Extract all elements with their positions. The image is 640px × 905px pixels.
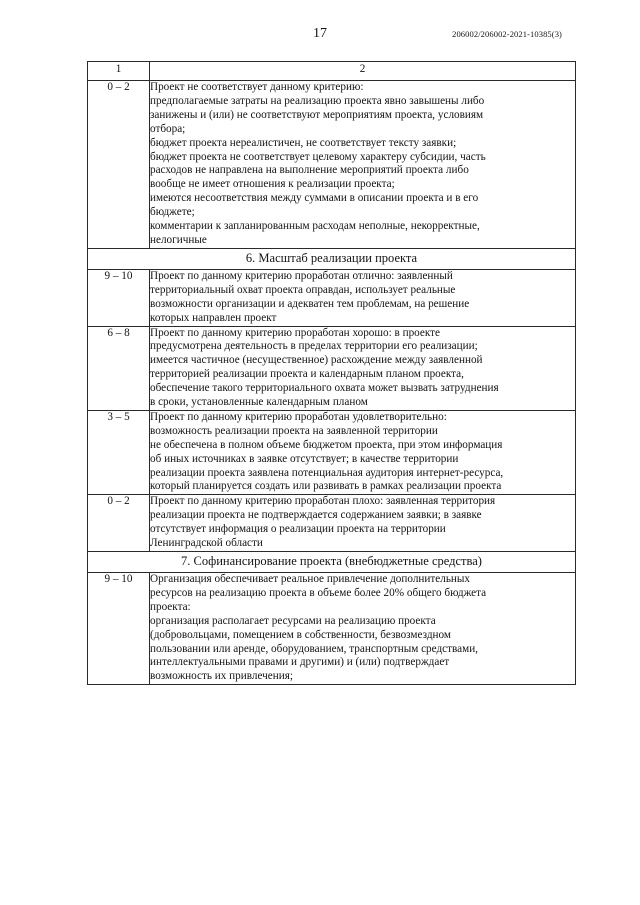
description-line: предполагаемые затраты на реализацию проекта явно завышены либо — [150, 94, 485, 107]
description-line: бюджет проекта не соответствует целевому характеру субсидии, часть — [150, 150, 486, 163]
description-line: Проект по данному критерию проработан отлично: заявленный — [150, 269, 453, 282]
description-line: предусмотрена деятельность в пределах территории его реализации; — [150, 340, 478, 353]
criterion-description — [150, 326, 576, 410]
description-line: Проект не соответствует данному критерию: — [150, 81, 364, 93]
description-line: отсутствует информация о реализации проекта на территории — [150, 523, 446, 536]
description-line: реализации проекта не подтверждается содержанием заявки; в заявке — [150, 509, 482, 522]
description-line: возможность реализации проекта на заявленной территории — [150, 424, 438, 437]
score-range: 3 – 5 — [88, 410, 150, 494]
description-line: организация располагает ресурсами на реализацию проекта — [150, 614, 436, 627]
description-line: вообще не имеет отношения к реализации проекта; — [150, 178, 395, 191]
criterion-row — [88, 495, 576, 552]
score-range: 0 – 2 — [88, 495, 150, 552]
section-title: 7. Софинансирование проекта (внебюджетные средства) — [88, 552, 576, 573]
criterion-description — [150, 410, 576, 494]
criterion-description — [150, 81, 576, 249]
description-line: Проект по данному критерию проработан хорошо: в проекте — [150, 326, 441, 339]
description-line: Ленинградской области — [150, 537, 263, 550]
section-header-row — [88, 552, 576, 573]
description-line: Проект по данному критерию проработан плохо: заявленная территория — [150, 495, 496, 508]
criterion-description — [150, 573, 576, 685]
description-line: территориальный охват проекта оправдан, использует реальные — [150, 283, 456, 296]
criterion-row — [88, 573, 576, 685]
description-line: возможности организации и адекватен тем проблемам, на решение — [150, 297, 470, 310]
score-range: 9 – 10 — [88, 269, 150, 326]
description-line: нелогичные — [150, 233, 207, 246]
criterion-row — [88, 81, 576, 249]
column-header-description: 2 — [150, 62, 576, 81]
description-line: бюджет проекта нереалистичен, не соответствует тексту заявки; — [150, 136, 457, 149]
criterion-row — [88, 326, 576, 410]
description-line: возможность их привлечения; — [150, 670, 293, 683]
description-line: комментарии к запланированным расходам неполные, некорректные, — [150, 220, 480, 233]
score-range: 0 – 2 — [88, 81, 150, 249]
description-line: об иных источниках в заявке отсутствует; в качестве территории — [150, 452, 459, 465]
document-reference: 206002/206002-2021-10385(3) — [452, 29, 562, 39]
description-line: в сроки, установленные календарным планом — [150, 396, 368, 409]
criterion-description — [150, 269, 576, 326]
table-header-row — [88, 62, 576, 81]
description-line: (добровольцами, помещением в собственности, безвозмездном — [150, 628, 451, 641]
page-number: 17 — [313, 26, 327, 41]
description-line: расходов не направлена на выполнение мероприятий проекта либо — [150, 164, 469, 177]
criteria-table — [87, 61, 576, 685]
section-header-row — [88, 248, 576, 269]
criterion-row — [88, 410, 576, 494]
criterion-row — [88, 269, 576, 326]
description-line: интеллектуальными правами и другими) и (или) подтверждает — [150, 656, 450, 669]
section-title: 6. Масштаб реализации проекта — [88, 248, 576, 269]
description-line: который планируется создать или развивать в рамках реализации проекта — [150, 480, 502, 493]
description-line: ресурсов на реализацию проекта в объеме более 20% общего бюджета — [150, 586, 487, 599]
description-line: имеется частичное (несущественное) расхождение между заявленной — [150, 354, 483, 367]
description-line: проекта: — [150, 600, 191, 613]
description-line: территорией реализации проекта и календарным планом проекта, — [150, 368, 464, 381]
description-line: Проект по данному критерию проработан удовлетворительно: — [150, 410, 447, 423]
column-header-score: 1 — [88, 62, 150, 81]
description-line: обеспечение такого территориального охвата может вызвать затруднения — [150, 382, 499, 395]
description-line: занижены и (или) не соответствуют мероприятиям проекта, условиям — [150, 108, 484, 121]
description-line: имеются несоответствия между суммами в описании проекта и в его — [150, 192, 479, 205]
criterion-description — [150, 495, 576, 552]
description-line: которых направлен проект — [150, 311, 277, 324]
description-line: бюджете; — [150, 206, 195, 219]
description-line: не обеспечена в полном объеме бюджетом проекта, при этом информация — [150, 438, 503, 451]
score-range: 9 – 10 — [88, 573, 150, 685]
description-line: Организация обеспечивает реальное привлечение дополнительных — [150, 573, 471, 585]
description-line: пользовании или аренде, оборудованием, транспортным средствами, — [150, 642, 478, 655]
score-range: 6 – 8 — [88, 326, 150, 410]
description-line: отбора; — [150, 122, 186, 135]
description-line: реализации проекта заявлена потенциальная аудитория интернет-ресурса, — [150, 466, 504, 479]
